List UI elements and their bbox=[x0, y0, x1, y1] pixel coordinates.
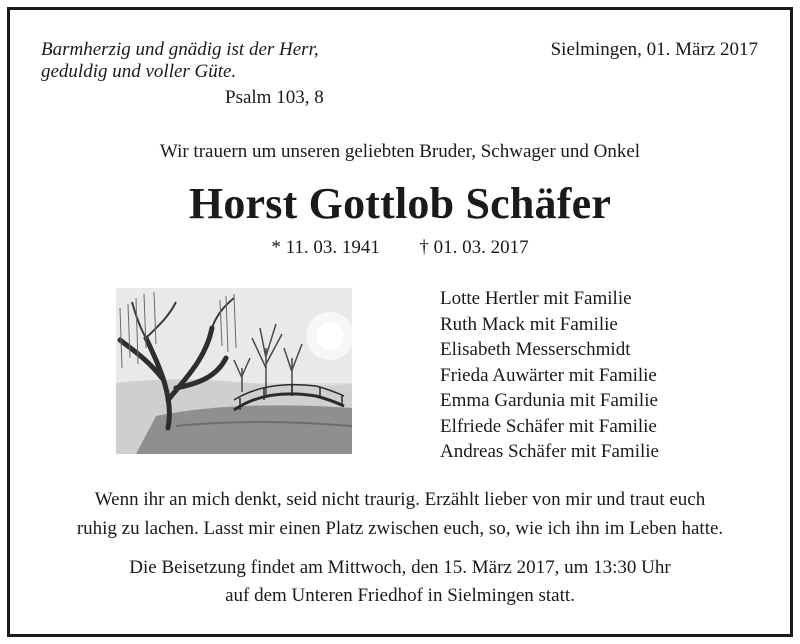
life-dates bbox=[10, 237, 790, 259]
birth-date: * 11. 03. 1941 bbox=[271, 237, 380, 258]
mourner: Lotte Hertler mit Familie bbox=[440, 288, 632, 309]
intro-line: Wir trauern um unseren geliebten Bruder, Schwager und Onkel bbox=[159, 141, 641, 162]
deceased-name: Horst Gottlob Schäfer bbox=[188, 179, 612, 228]
funeral-line-2: auf dem Unteren Friedhof in Sielmingen statt. bbox=[225, 585, 575, 606]
quote-line-2: ruhig zu lachen. Lasst mir einen Platz zwischen euch, so, wie ich ihn im Leben hatte. bbox=[76, 518, 724, 539]
mourners-list bbox=[440, 286, 659, 465]
verse-line-2: geduldig und voller Güte. bbox=[41, 61, 237, 82]
landscape-drawing bbox=[116, 288, 352, 454]
mourner: Emma Gardunia mit Familie bbox=[440, 390, 658, 411]
mourner: Elisabeth Messerschmidt bbox=[440, 339, 631, 360]
verse-line-1: Barmherzig und gnädig ist der Herr, bbox=[41, 39, 319, 60]
mourner: Andreas Schäfer mit Familie bbox=[440, 441, 659, 462]
mourner: Frieda Auwärter mit Familie bbox=[440, 364, 657, 386]
verse-citation: Psalm 103, 8 bbox=[225, 87, 324, 108]
farewell-quote bbox=[10, 485, 790, 543]
obituary-notice bbox=[7, 7, 793, 637]
death-date: † 01. 03. 2017 bbox=[419, 237, 529, 258]
mourner: Ruth Mack mit Familie bbox=[440, 313, 618, 335]
quote-line-1: Wenn ihr an mich denkt, seid nicht traurig. Erzählt lieber von mir und traut euch bbox=[94, 489, 706, 510]
bible-verse bbox=[41, 39, 319, 83]
funeral-info bbox=[10, 554, 790, 610]
mourner: Elfriede Schäfer mit Familie bbox=[440, 415, 657, 437]
place-and-date: Sielmingen, 01. März 2017 bbox=[550, 39, 758, 60]
funeral-line-1: Die Beisetzung findet am Mittwoch, den 15. März 2017, um 13:30 Uhr bbox=[129, 557, 671, 578]
